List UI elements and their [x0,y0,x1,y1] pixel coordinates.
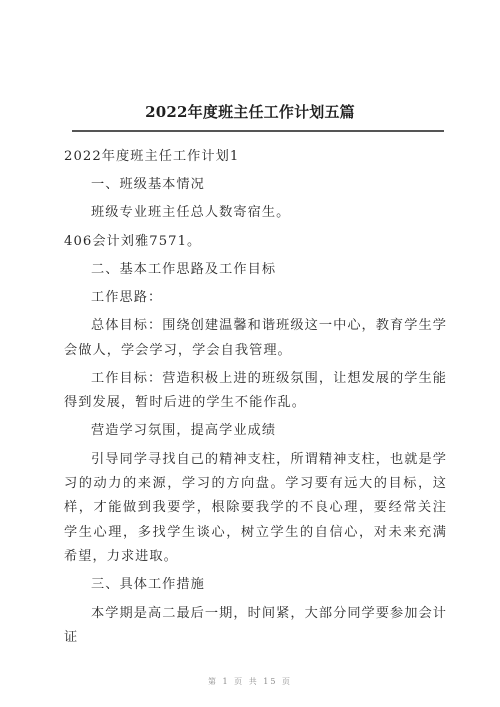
paragraph-semester: 本学期是高二最后一期，时间紧，大部分同学要参加会计证 [64,605,447,646]
paragraph-class-info: 班级专业班主任总人数寄宿生。 [91,205,291,221]
paragraph-section-2: 二、基本工作思路及工作目标 [91,261,277,277]
page-footer: 第 1 页 共 15 页 [208,677,292,686]
paragraph-guidance: 引导同学寻找自己的精神支柱，所谓精神支柱，也就是学习的动力的来源，学习的方向盘。学习要有远大的目标，这样，才能做到我要学，根除要我学的不良心理，要经常关注学生心理，多找学生谈心，树立学生的自信心，对未来充满希望，力求进取。 [64,451,447,565]
paragraph-work-ideas: 工作思路： [91,290,163,306]
paragraph-heading-plan: 2022年度班主任工作计划1 [64,149,240,164]
paragraph-section-1: 一、班级基本情况 [91,177,205,193]
paragraph-work-goal: 工作目标：营造积极上进的班级氛围，让想发展的学生能得到发展，暂时后进的学生不能作乱。 [64,370,447,411]
paragraph-overall-goal: 总体目标：围绕创建温馨和谐班级这一中心，教育学生学会做人，学会学习，学会自我管理。 [64,318,447,358]
document-body [64,145,447,654]
paragraph-class-number: 406会计刘雅7571。 [64,233,202,249]
document-title: 2022年度班主任工作计划五篇 [145,103,355,121]
paragraph-study-atmosphere: 营造学习氛围，提高学业成绩 [91,423,277,439]
paragraph-section-3: 三、具体工作措施 [91,577,205,593]
title-underline [72,130,444,132]
